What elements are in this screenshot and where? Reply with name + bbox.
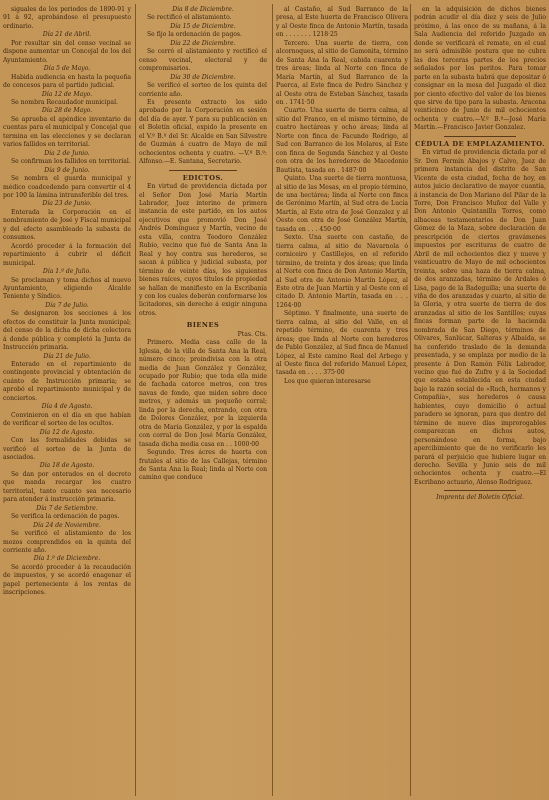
paragraph: Se verificó el alistamiento de los mozos comprendidos en la quinta del corriente año.	[3, 530, 131, 554]
column-1	[3, 6, 131, 598]
paragraph: Se fijo la ordenación de pagos.	[147, 31, 242, 39]
paragraph: En virtud de providencia dictada por el Señor Don José María Martín Labrador, Juez interino de primera instancia de este partido, en los autos ejecutivos que promovió Don José Andrés Domínguez y Martín, vecino de esta villa, contra Teodoro González Rubio, vecino que fué de Santa Ana la Real y hoy contra sus herederos, se sacan á pública y judicial subasta, por término de veinte días, los siguientes bienes raíces, cuyos títulos de propiedad se hallan de manifiesto en la Escribanía y con los cuales deberán conformarse los licitadores, sin derecho á exigir ninguna otros.	[139, 183, 267, 317]
paragraph: al Castaño, al Sud Barranco de la presa, al Este huerta de Francisco Olivera y al Oeste finca de Antonio Martín, tasada en . . . . . . . 1218·25	[276, 6, 408, 39]
paragraph: Se verificó el sorteo de los quinta del corriente año.	[139, 82, 267, 98]
date-heading: Día 12 de Agosto.	[39, 428, 95, 436]
date-heading: Día 18 de Agosto.	[39, 462, 95, 470]
paragraph: Convinieron en el día en que habían de verificar el sorteo de los ocultos.	[3, 411, 131, 428]
paragraph: Se aprueba el apéndice inventario de cuentas para el municipal y Concejal que termina en las elecciones y se declaran varios fallidos en territorial.	[3, 115, 131, 149]
paragraph: Con las formalidades debidas se verificó el sorteo de la Junta de asociados.	[3, 437, 131, 462]
paragraph: Quinto. Una suerte de tierra montuosa, al sitio de las Mesas, en el propio término, de una hectárea; linda al Norte con finca de Gerónimo Martín, al Sud otra de Lucía Martín, al Este otra de José Gonzalez y al Oeste con otra de José González Martín, tasada en . . . 450·00	[276, 175, 408, 233]
column-2	[139, 6, 267, 483]
section-heading: BIENES	[186, 321, 220, 330]
date-heading: Día 2 de Junio.	[44, 149, 90, 157]
column-4	[414, 6, 546, 503]
column-rule	[135, 4, 136, 796]
paragraph: Se proclaman y toma dichos al nuevo Ayuntamiento, eligiendo Alcalde Teniente y Síndico.	[3, 276, 131, 301]
date-heading: Día 22 de Diciembre.	[170, 39, 236, 47]
paragraph: Se designaron los secciones á los efectos de constituir la Junta municipal; del censo de la dicha de dicha colectora á donde pública y completó la Junta de Instrucción primaria.	[3, 310, 131, 352]
date-heading: Día 7 de Setiembre.	[36, 504, 98, 512]
date-heading: Día 21 de Julio.	[43, 352, 91, 360]
date-heading: Día 4 de Agosto.	[41, 403, 93, 411]
column-rule	[410, 4, 411, 796]
paragraph: Se verifica la ordenación de pagos.	[11, 513, 120, 521]
paragraph: Se nombra el guarda municipal y médico coadcedendo para convertir el 4 por 100 la lámina intransferible del tres.	[3, 175, 131, 199]
paragraph: Se acordó proceder á la recaudación de impuestos, y se acordó enagenar el papel perteneciente á los rentas de inscripciones.	[3, 563, 131, 597]
paragraph: Es presente extracto los sido aprobado por la Corporación en sesión del día de ayer. Y para su publicación en el Boletín oficial, expido la presente en el V.º B.º del Sr. Alcalde en San Silvestre de Guzmán á cuatro de Mayo de mil ochocientos ochenta y cuatro. —V.º B.º: Alfonso.—E. Santana, Secretario.	[139, 98, 267, 166]
paragraph: en la adquisición de dichos bienes podrán acudir el día diez y seis de Julio próximo, á las once de su mañana, á la Sala Audiencia del referido Juzgado en donde se verificará el remate, en el cual no será admisible postura que no cubra las dos terceras partes de los precios señalados por los peritos. Para tomar parte en la subasta habrá que depositar ó consignar en la mesa del Juzgado el diez por ciento efectivo del valor de los bienes que sirve de tipo para la subasta. Aracena veinticinco de Junio de mil ochocientos ochenta y cuatro.—V.º B.º—José María Martín.—Francisco Javier Gonzalez.	[414, 6, 546, 132]
column-3	[276, 6, 408, 386]
date-heading: Día 9 de Junio.	[44, 166, 90, 174]
date-heading: Día 7 de Julio.	[45, 301, 89, 309]
paragraph: Enterada la Corporación en el nombramiento de José y Fiscal municipal y del efecto asambleado la subasta de consumos.	[3, 208, 131, 242]
paragraph: Tercero. Una suerte de tierra, con alcornoques, al sitio de Gamonita, término de Santa Ana la Real, cabida cuarenta y tres áreas; linda al Norte con finca de María Martín, al Sud Barranco de la Puerca, al Este finca de Pedro Sánchez y al Oeste otra de Esteban Sánchez, tasada en . 1741·50	[276, 39, 408, 106]
date-heading: Día 5 de Mayo.	[43, 65, 91, 73]
date-heading: Día 30 de Diciembre.	[170, 73, 236, 81]
date-heading: Día 1.º de Diciembre.	[33, 555, 101, 563]
column-rule	[272, 4, 273, 796]
section-heading: EDICTOS.	[182, 173, 224, 182]
paragraph: Enterado en el repartimiento de contingente provincial y obtentación de cuánto de Instrucción primaria; se aprobó el repartimiento municipal y de conciertos.	[3, 361, 131, 402]
section-divider	[444, 490, 516, 491]
date-heading: Día 23 de Junio.	[42, 200, 92, 208]
date-heading: Día 12 de Mayo.	[41, 90, 93, 98]
date-heading: Día 28 de Mayo.	[41, 107, 93, 115]
paragraph: Se nombra Recaudador municipal.	[11, 98, 118, 106]
date-heading: Día 21 de Abril.	[42, 31, 92, 39]
paragraph: En virtud de providencia dictada por el Sr. Don Fermín Abajos y Calvo, Juez de primera instancia del distrito de San Vicente de esta ciudad, fecha de hoy, en autos juicio declarativo de mayor cuantía, á instancia de Don Mariano del Pilar de la Torre, Don Francisco Muñoz del Valle y Don Antonio Quintanilla Torres, como albaceas testamentarios de Don Juan Gómez de la Maza, sobre declaración de prescripción de ciertos gravámenes impuestos por escrituras de cuatro de Abril de mil ochocientos diez y nueve y veinticuatro de Mayo de mil ochocientos treinta, sobre una haza de tierra calma, de dos aranzadas, término de Ardales ó Lisa, pago de la Badeguilla; una suerte de viña de dos aranzadas y cuarto, al sitio de la Gloria, y otra suerte de tierra de dos aranzadas al sitio de los Santillos; cuyas fincas forman parte de la hacienda nombrada de San Diego, términos de Olivares, Sanlúcar, Salteras y Albaida, se ha conferido traslado de la demanda presentada, y se emplaza por medio de la presente á Don Ramón Félix Labrador, vecino que fué de Zufre y á la Sociedad que estaba establecida en esta ciudad bajo la razón social de «Ruch, hermanos y Compañía», sus herederos ó causa habientes, cuyo domicilio ó actual paradero se ignoran, para que dentro del término de nueve días improrogables comparezcan en dichos autos, personándose en forma, bajo apercibimiento que de no verificarlo les parará el perjuicio que hubiere lugar en derecho. Sevilla y Junio seis de mil ochocientos ochenta y cuatro.—El Escribano actuario, Alonso Rodríguez.	[414, 149, 546, 486]
date-heading: Día 8 de Diciembre.	[172, 6, 234, 13]
paragraph: Se cerró el alistamiento y rectificó el censo vecinal, electoral y de compromisarios.	[139, 48, 267, 73]
paragraph: Sexto. Una suerte con castaño, de tierra calma, al sitio de Navarnola ó corniceiro y Castillejos, en el referido término, de treinta y dos áreas; que linda al Norte con finca de Don Antonio Martín, al Sud otra de Antonio Martín López, al Este otra de Juan Martín y al Oeste con el citado D. Antonio Martín, tasada en . . . 1264·00	[276, 234, 408, 309]
date-heading: Día 1.º de Julio.	[42, 268, 92, 276]
paragraph: Habida audiencia en hasta la pequeña de concesos para el partido judicial.	[3, 73, 131, 90]
paragraph: Se confirman los fallidos en territorial.	[11, 158, 131, 166]
paragraph: Por resultar sin del censo vecinal se dispone aumentar un Concejal de los del Ayuntamiento.	[3, 39, 131, 64]
paragraph: Los que quieran interesarse	[284, 377, 371, 385]
section-divider	[444, 136, 516, 137]
section-heading: CÉDULA DE EMPLAZAMIENTO.	[415, 139, 545, 148]
paragraph: Acordó proceder á la formación del repartimiento á cubrir el déficit municipal.	[3, 242, 131, 267]
paragraph: Se dan por enterados en el decreto que manda recargar los cuatro territorial, tanto cuanto sea necesario para atender á instrucción primaria.	[3, 470, 131, 504]
date-heading: Día 24 de Noviembre.	[33, 521, 101, 529]
paragraph: Séptimo. Y finalmente, una suerte de tierra calma, al sitio del Valle, en el repetido término, de cuarenta y tres áreas; que linda al Norte con herederos de Pablo González, al Sud finca de Manuel López, al Este camino Real del Arbego y al Oeste finca del referido Manuel López, tasada en . . . . 375·00	[276, 310, 408, 377]
paragraph: Primero. Media casa calle de la Iglesia, de la villa de Santa Ana la Real, número cinco; proindivisa con la otra media de Juan González y González, ocupado por Rubio; que toda ella mide de fachada catorce metros, con tres navas de fondo, que miden sobre doce metros, y además un pequeño corral; linda por la derecha, entrando, con otra de Dolores González, por la izquierda otra de María González, y por la espalda con corral de Don José María González, tasada dicha media casa en . . 1000·00	[139, 339, 267, 448]
price-header: Ptas. Cts.	[237, 330, 267, 338]
paragraph: Se rectificó el alistamiento.	[147, 14, 232, 22]
date-heading: Imprenta del Boletín Oficial.	[436, 494, 524, 502]
paragraph: siguales de los periodos de 1890-91 y 91 á 92, aprobándose el presupuesto ordinario.	[3, 6, 131, 30]
date-heading: Día 15 de Diciembre.	[170, 22, 236, 30]
paragraph: Cuarto. Una suerte de tierra calma, al sitio del Franco, en el mismo término, de cuatro hectáreas y ocho áreas; linda al Norte con finca de Facundo Rodrigo, al Sud con Barranco de los Molares, al Este con finca de Segunda Sánchez y al Oeste con otra de los herederos de Macedonio Bautista, tasada en . 1487·00	[276, 107, 408, 174]
section-divider	[169, 170, 237, 171]
paragraph: Segundo. Tres ácres de huerta con frutales al sitio de las Callejas, término de Santa Ana la Real; linda al Norte con camino que conduce	[139, 449, 267, 482]
